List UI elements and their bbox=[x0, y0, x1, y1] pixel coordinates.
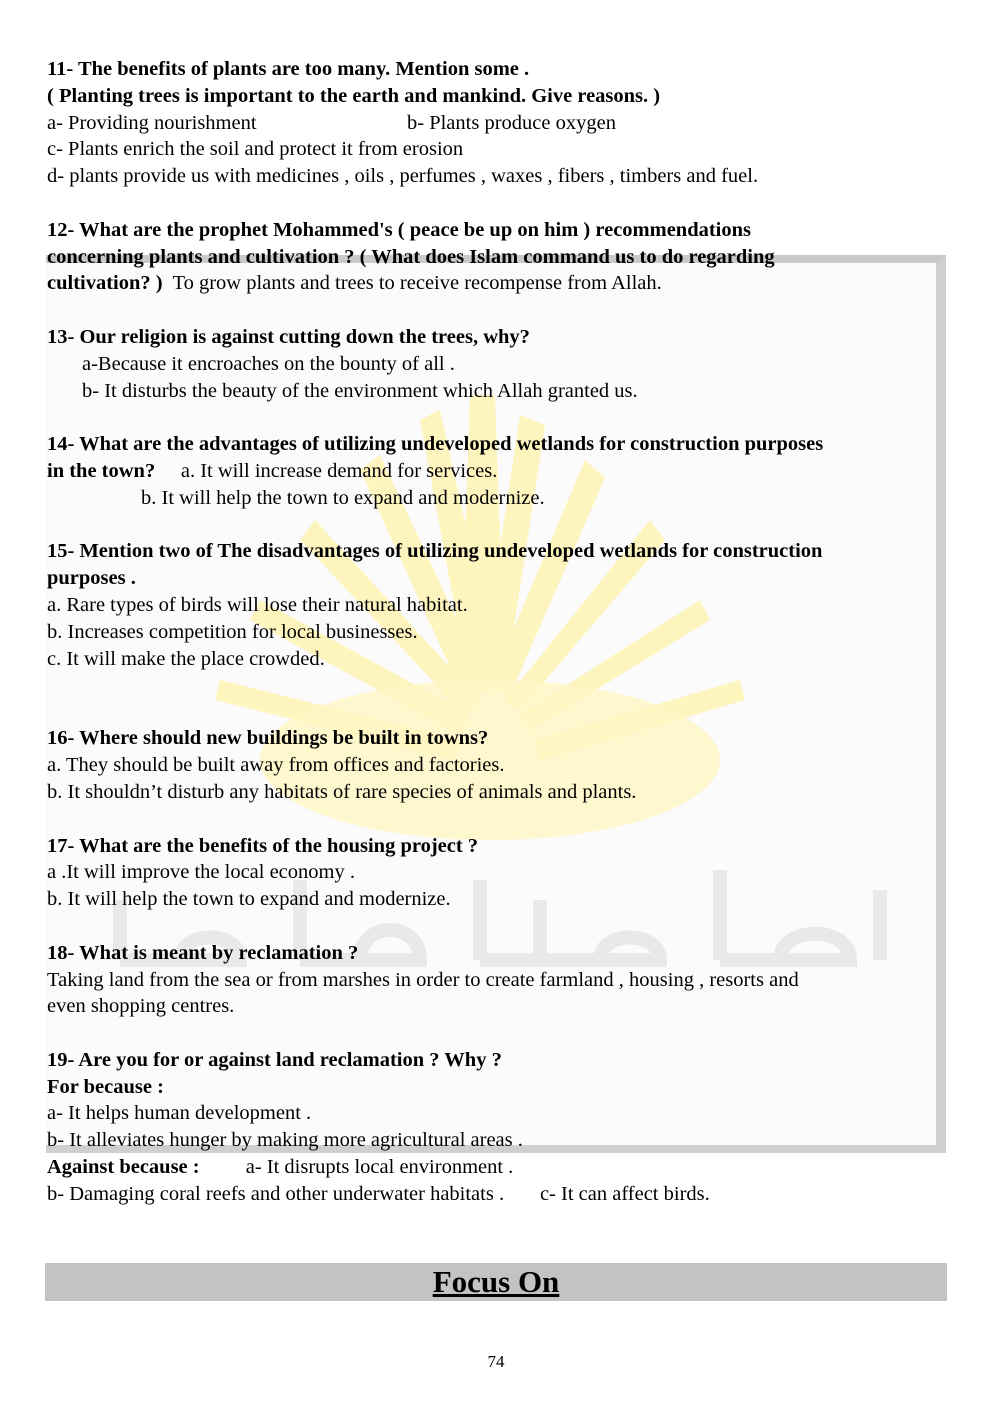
question-12 bbox=[47, 217, 947, 297]
q14-answer-b: b. It will help the town to expand and modernize. bbox=[141, 486, 545, 509]
document-body bbox=[47, 56, 947, 1208]
q16-title: 16- Where should new buildings be built in towns? bbox=[47, 727, 489, 750]
q18-title: 18- What is meant by reclamation ? bbox=[47, 941, 359, 964]
q16-answer-b: b. It shouldn’t disturb any habitats of rare species of animals and plants. bbox=[47, 780, 637, 803]
question-11 bbox=[47, 56, 947, 190]
question-14 bbox=[47, 431, 947, 511]
q12-line3: cultivation? ) bbox=[47, 272, 163, 295]
q19-against-c: c- It can affect birds. bbox=[539, 1182, 710, 1205]
page-number: 74 bbox=[487, 1352, 505, 1371]
q18-answer-line1: Taking land from the sea or from marshes in order to create farmland , housing , resorts and bbox=[47, 968, 799, 991]
q17-title: 17- What are the benefits of the housing project ? bbox=[47, 834, 479, 857]
spacer bbox=[47, 672, 947, 725]
question-16 bbox=[47, 725, 947, 805]
q11-answer-a: a- Providing nourishment bbox=[47, 111, 257, 134]
q11-answer-c: c- Plants enrich the soil and protect it from erosion bbox=[47, 138, 464, 161]
q11-subtitle: ( Planting trees is important to the earth and mankind. Give reasons. ) bbox=[47, 84, 661, 107]
q13-title: 13- Our religion is against cutting down the trees, why? bbox=[47, 325, 530, 348]
q12-line1: 12- What are the prophet Mohammed's ( peace be up on him ) recommendations bbox=[47, 218, 752, 241]
q19-for-b: b- It alleviates hunger by making more agricultural areas . bbox=[47, 1129, 523, 1152]
question-15 bbox=[47, 538, 947, 672]
q16-answer-a: a. They should be built away from offices and factories. bbox=[47, 754, 505, 777]
q15-line1: 15- Mention two of The disadvantages of utilizing undeveloped wetlands for construction bbox=[47, 540, 823, 563]
q15-answer-a: a. Rare types of birds will lose their natural habitat. bbox=[47, 593, 468, 616]
section-header-bar bbox=[45, 1263, 947, 1301]
q19-against-b: b- Damaging coral reefs and other underwater habitats . bbox=[47, 1182, 505, 1205]
q19-against-label: Against because : bbox=[47, 1156, 200, 1179]
question-13 bbox=[47, 324, 947, 404]
q13-answer-b: b- It disturbs the beauty of the environment which Allah granted us. bbox=[82, 379, 638, 402]
q11-answer-b: b- Plants produce oxygen bbox=[407, 111, 616, 134]
q19-for-a: a- It helps human development . bbox=[47, 1102, 312, 1125]
q12-answer: To grow plants and trees to receive recompense from Allah. bbox=[172, 272, 662, 295]
q17-answer-a: a .It will improve the local economy . bbox=[47, 861, 355, 884]
q14-answer-a: a. It will increase demand for services. bbox=[180, 459, 498, 482]
question-17 bbox=[47, 833, 947, 913]
q19-for-label: For because : bbox=[47, 1075, 164, 1098]
q12-line2: concerning plants and cultivation ? ( What does Islam command us to do regarding bbox=[47, 245, 775, 268]
q11-answer-d: d- plants provide us with medicines , oils , perfumes , waxes , fibers , timbers and fuel. bbox=[47, 165, 759, 188]
q17-answer-b: b. It will help the town to expand and modernize. bbox=[47, 888, 451, 911]
q19-title: 19- Are you for or against land reclamation ? Why ? bbox=[47, 1048, 502, 1071]
q14-line1: 14- What are the advantages of utilizing undeveloped wetlands for construction purposes bbox=[47, 433, 824, 456]
q15-answer-b: b. Increases competition for local businesses. bbox=[47, 620, 418, 643]
question-19 bbox=[47, 1047, 947, 1208]
q15-answer-c: c. It will make the place crowded. bbox=[47, 647, 325, 670]
question-18 bbox=[47, 940, 947, 1020]
q13-answer-a: a-Because it encroaches on the bounty of all . bbox=[82, 352, 455, 375]
q11-title: 11- The benefits of plants are too many. Mention some . bbox=[47, 58, 530, 80]
q18-answer-line2: even shopping centres. bbox=[47, 995, 235, 1018]
q14-line2: in the town? bbox=[47, 459, 156, 482]
q19-against-a: a- It disrupts local environment . bbox=[245, 1156, 514, 1179]
section-title: Focus On bbox=[432, 1264, 560, 1299]
q15-line2: purposes . bbox=[47, 567, 136, 590]
